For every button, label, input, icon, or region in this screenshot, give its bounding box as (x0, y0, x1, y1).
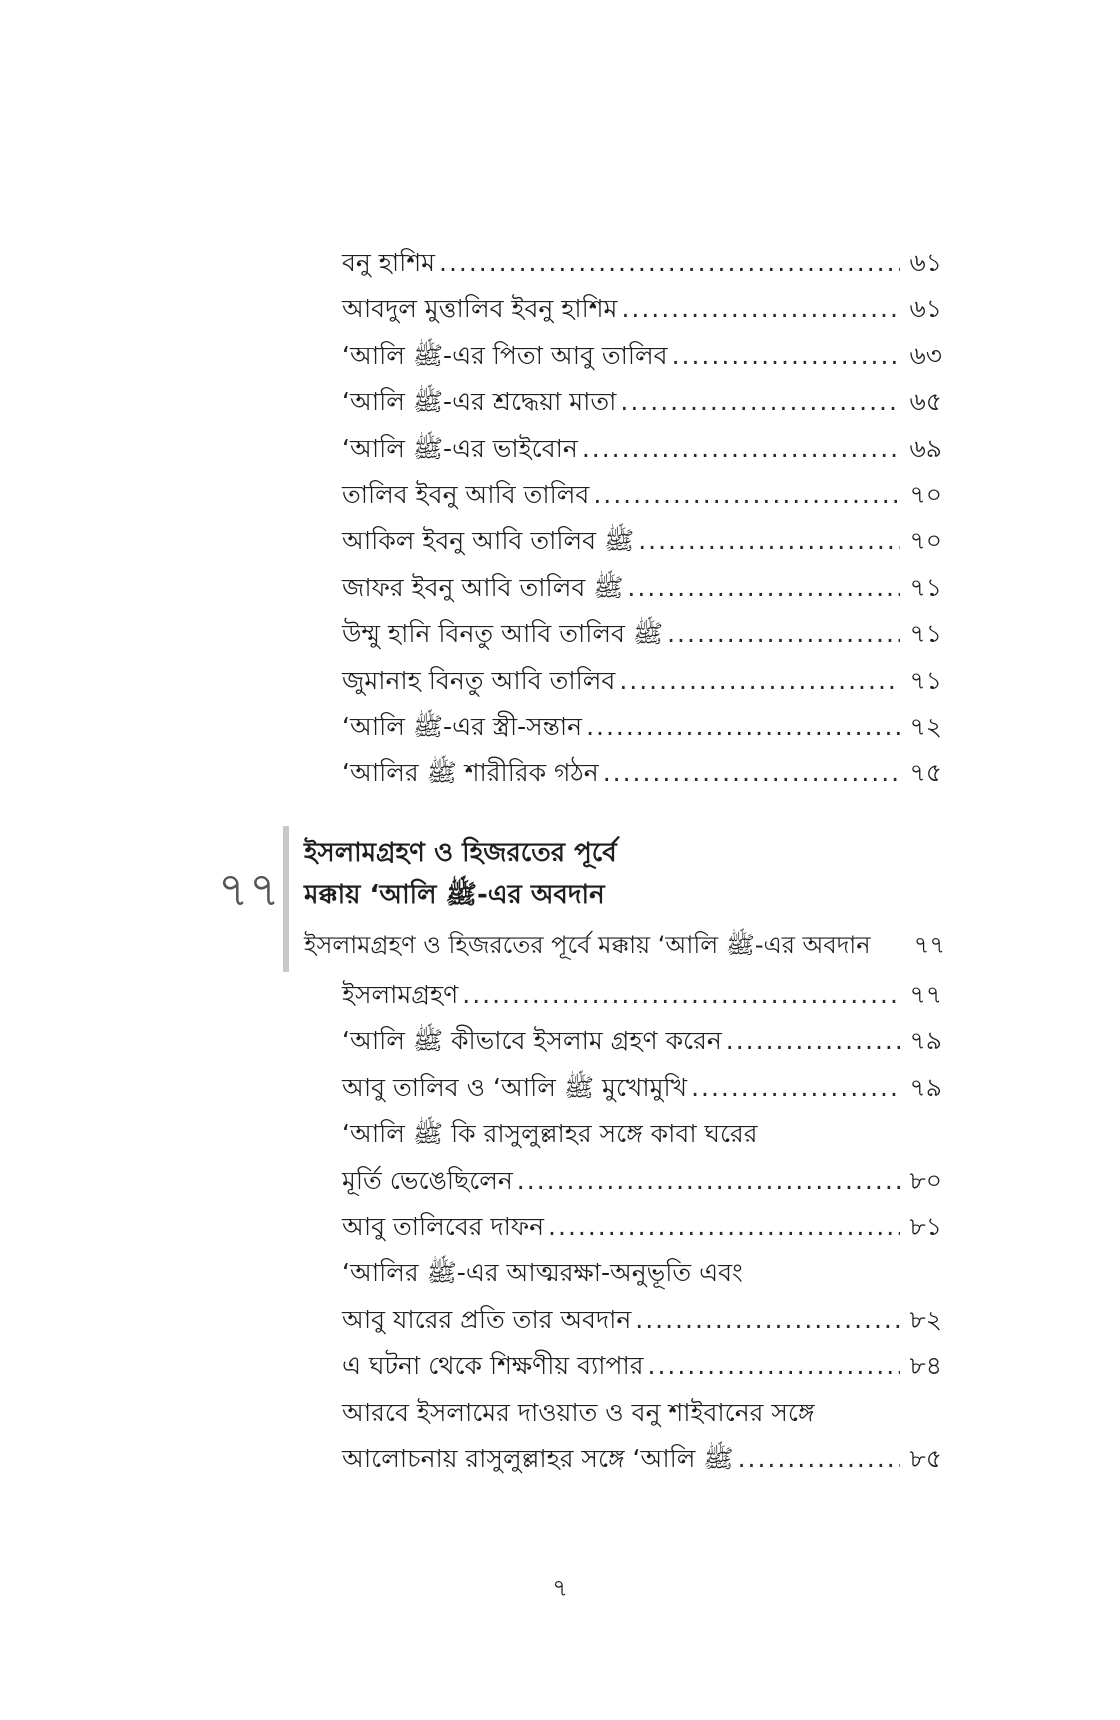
toc-entry-page: ৭৭ (909, 980, 942, 1009)
leader-dots (593, 472, 900, 518)
leader-dots (603, 750, 900, 796)
toc-entry-title: ইসলামগ্রহণ (342, 980, 459, 1009)
chapter-title[interactable] (304, 832, 617, 916)
toc-entry-line[interactable] (342, 1111, 942, 1157)
toc-entry-page: ৭৯ (909, 1026, 942, 1056)
toc-list-top (342, 240, 942, 797)
toc-entry[interactable] (342, 286, 942, 332)
toc-entry-title: আবু যারের প্রতি তার অবদান (342, 1304, 632, 1334)
leader-dots (439, 240, 900, 286)
toc-entry[interactable] (342, 472, 942, 518)
leader-dots (582, 426, 900, 472)
toc-entry-title: ‘আলি ﷺ-এর পিতা আবু তালিব (342, 340, 668, 370)
toc-entry[interactable] (342, 611, 942, 657)
toc-entry[interactable] (342, 565, 942, 611)
toc-entry[interactable] (342, 333, 942, 379)
toc-entry-title: মূর্তি ভেঙেছিলেন (342, 1165, 513, 1195)
toc-entry[interactable] (342, 426, 942, 472)
chapter-divider-bar (283, 826, 289, 972)
toc-entry-title: আলোচনায় রাসুলুল্লাহর সঙ্গে ‘আলি ﷺ (342, 1443, 734, 1473)
leader-dots (691, 1065, 900, 1111)
toc-entry-title: তালিব ইবনু আবি তালিব (342, 479, 590, 509)
toc-entry[interactable] (342, 972, 942, 1018)
toc-entry-page: ৮১ (909, 1211, 942, 1241)
toc-entry[interactable] (342, 750, 942, 796)
toc-entry[interactable] (342, 1204, 942, 1250)
leader-dots (548, 1204, 900, 1250)
toc-entry-line[interactable] (342, 1250, 942, 1296)
leader-dots (462, 972, 900, 1018)
leader-dots (638, 518, 900, 564)
chapter-page-number: ৭৭ (217, 862, 280, 918)
toc-entry[interactable] (342, 1343, 942, 1389)
chapter-entry-title: ইসলামগ্রহণ ও হিজরতের পূর্বে মক্কায় ‘আলি ﷺ-এর অবদান (304, 931, 871, 959)
toc-entry-line[interactable] (342, 1390, 942, 1436)
toc-entry-page: ৬৫ (909, 387, 942, 417)
toc-entry-page: ৭১ (909, 572, 942, 602)
toc-entry-title: ‘আলি ﷺ কীভাবে ইসলাম গ্রহণ করেন (342, 1026, 722, 1056)
toc-entry[interactable] (342, 658, 942, 704)
chapter-entry[interactable] (304, 924, 945, 966)
toc-entry[interactable] (342, 518, 942, 564)
toc-entry-page: ৬১ (909, 248, 942, 277)
toc-entry-page: ৬৯ (909, 433, 942, 463)
leader-dots (517, 1158, 900, 1204)
toc-entry-title: বনু হাশিম (342, 248, 435, 277)
toc-entry[interactable] (342, 379, 942, 425)
toc-entry-title: জুমানাহ বিনতু আবি তালিব (342, 665, 616, 695)
chapter-title-line: ইসলামগ্রহণ ও হিজরতের পূর্বে (304, 838, 617, 868)
toc-entry-title: ‘আলি ﷺ-এর শ্রদ্ধেয়া মাতা (342, 387, 617, 417)
toc-entry-title: উম্মু হানি বিনতু আবি তালিব ﷺ (342, 619, 664, 649)
leader-dots (621, 286, 900, 332)
toc-entry-page: ৭৫ (909, 758, 942, 788)
toc-entry[interactable] (342, 1297, 942, 1343)
toc-entry-page: ৭১ (909, 619, 942, 649)
toc-entry-page: ৮০ (909, 1165, 942, 1195)
leader-dots (726, 1018, 900, 1064)
toc-entry[interactable] (342, 1018, 942, 1064)
toc-entry[interactable] (342, 704, 942, 750)
leader-dots (586, 704, 900, 750)
toc-entry-page: ৮২ (909, 1304, 942, 1334)
chapter-entry-page: ৭৭ (913, 931, 945, 959)
page-number: ৭ (552, 1574, 568, 1602)
toc-entry-page: ৬১ (909, 294, 942, 324)
toc-entry-page: ৬৩ (909, 340, 942, 370)
toc-list-bottom (342, 972, 942, 1482)
toc-entry-title: আরবে ইসলামের দাওয়াত ও বনু শাইবানের সঙ্গে (342, 1397, 815, 1427)
leader-dots (620, 379, 900, 425)
toc-entry-page: ৭০ (909, 526, 942, 556)
leader-dots (635, 1297, 900, 1343)
toc-entry-title: এ ঘটনা থেকে শিক্ষণীয় ব্যাপার (342, 1351, 644, 1381)
leader-dots (648, 1343, 901, 1389)
chapter-heading-block (200, 826, 945, 972)
toc-entry-page: ৭৯ (909, 1072, 942, 1102)
toc-entry-title: জাফর ইবনু আবি তালিব ﷺ (342, 572, 624, 602)
toc-entry-page: ৭১ (909, 665, 942, 695)
leader-dots (627, 565, 900, 611)
toc-entry[interactable] (342, 240, 942, 286)
toc-entry-title: ‘আলি ﷺ-এর স্ত্রী-সন্তান (342, 711, 583, 741)
toc-entry-title: ‘আলির ﷺ-এর আত্মরক্ষা-অনুভূতি এবং (342, 1258, 743, 1288)
toc-entry-title: ‘আলি ﷺ-এর ভাইবোন (342, 433, 578, 463)
toc-entry-page: ৭২ (909, 711, 942, 741)
toc-entry-page: ৮৪ (909, 1351, 942, 1381)
leader-dots (672, 333, 900, 379)
toc-entry[interactable] (342, 1065, 942, 1111)
toc-entry-title: আবু তালিব ও ‘আলি ﷺ মুখোমুখি (342, 1072, 688, 1102)
leader-dots (738, 1436, 900, 1482)
toc-entry[interactable] (342, 1158, 942, 1204)
chapter-title-line: মক্কায় ‘আলি ﷺ-এর অবদান (304, 880, 605, 910)
toc-entry-title: আবু তালিবের দাফন (342, 1211, 545, 1241)
toc-entry-title: ‘আলি ﷺ কি রাসুলুল্লাহর সঙ্গে কাবা ঘরের (342, 1119, 758, 1149)
leader-dots (619, 658, 900, 704)
toc-entry-title: আবদুল মুত্তালিব ইবনু হাশিম (342, 294, 618, 324)
toc-entry[interactable] (342, 1436, 942, 1482)
leader-dots (667, 611, 900, 657)
toc-entry-title: আকিল ইবনু আবি তালিব ﷺ (342, 526, 635, 556)
toc-entry-page: ৭০ (909, 479, 942, 509)
toc-entry-page: ৮৫ (909, 1443, 942, 1473)
toc-entry-title: ‘আলির ﷺ শারীরিক গঠন (342, 758, 599, 788)
